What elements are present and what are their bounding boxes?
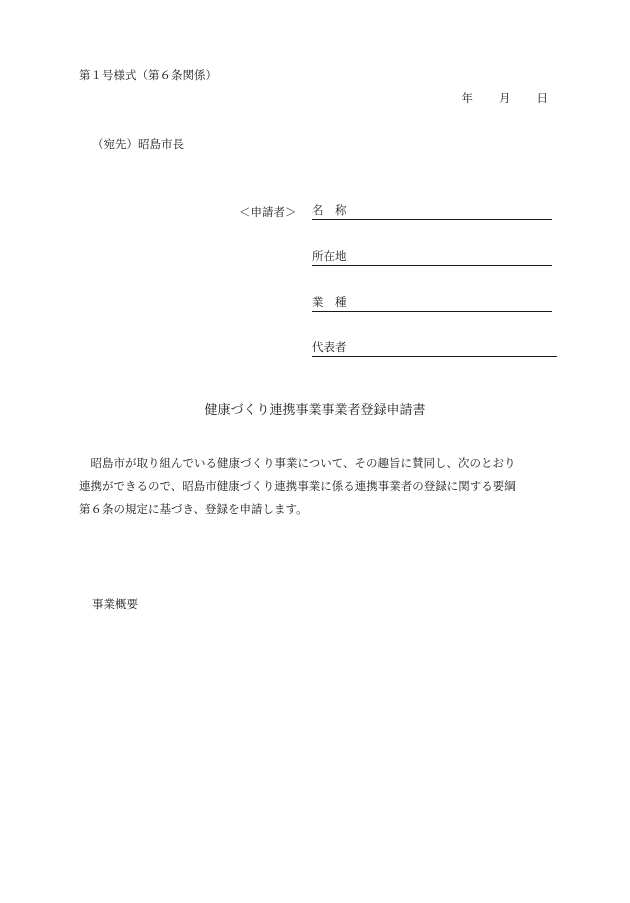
date-month-label: 月 [499, 91, 511, 105]
applicant-address-field[interactable] [312, 249, 552, 266]
date-line [462, 91, 549, 105]
body-line: 連携ができるので、昭島市健康づくり連携事業に係る連携事業者の登録に関する要綱 [79, 479, 516, 493]
applicant-address-label: 所在地 [312, 249, 347, 263]
applicant-representative-field[interactable] [312, 340, 557, 357]
date-day-label: 日 [536, 91, 548, 105]
date-year-label: 年 [461, 91, 473, 105]
applicant-name-label: 名 称 [312, 203, 347, 217]
addressee: （宛先）昭島市長 [92, 137, 184, 151]
body-line: 第６条の規定に基づき、登録を申請します。 [79, 502, 308, 516]
applicant-name-field[interactable] [312, 203, 552, 220]
applicant-industry-label: 業 種 [312, 295, 347, 309]
business-overview-label: 事業概要 [92, 597, 138, 611]
form-number: 第１号様式（第６条関係） [79, 68, 217, 82]
applicant-industry-field[interactable] [312, 295, 552, 312]
applicant-label: ＜申請者＞ [239, 205, 297, 219]
document-title: 健康づくり連携事業事業者登録申請書 [204, 403, 426, 418]
body-paragraph [79, 452, 559, 521]
applicant-representative-label: 代表者 [312, 340, 347, 354]
body-line: 昭島市が取り組んでいる健康づくり事業について、その趣旨に賛同し、次のとおり [79, 456, 516, 470]
